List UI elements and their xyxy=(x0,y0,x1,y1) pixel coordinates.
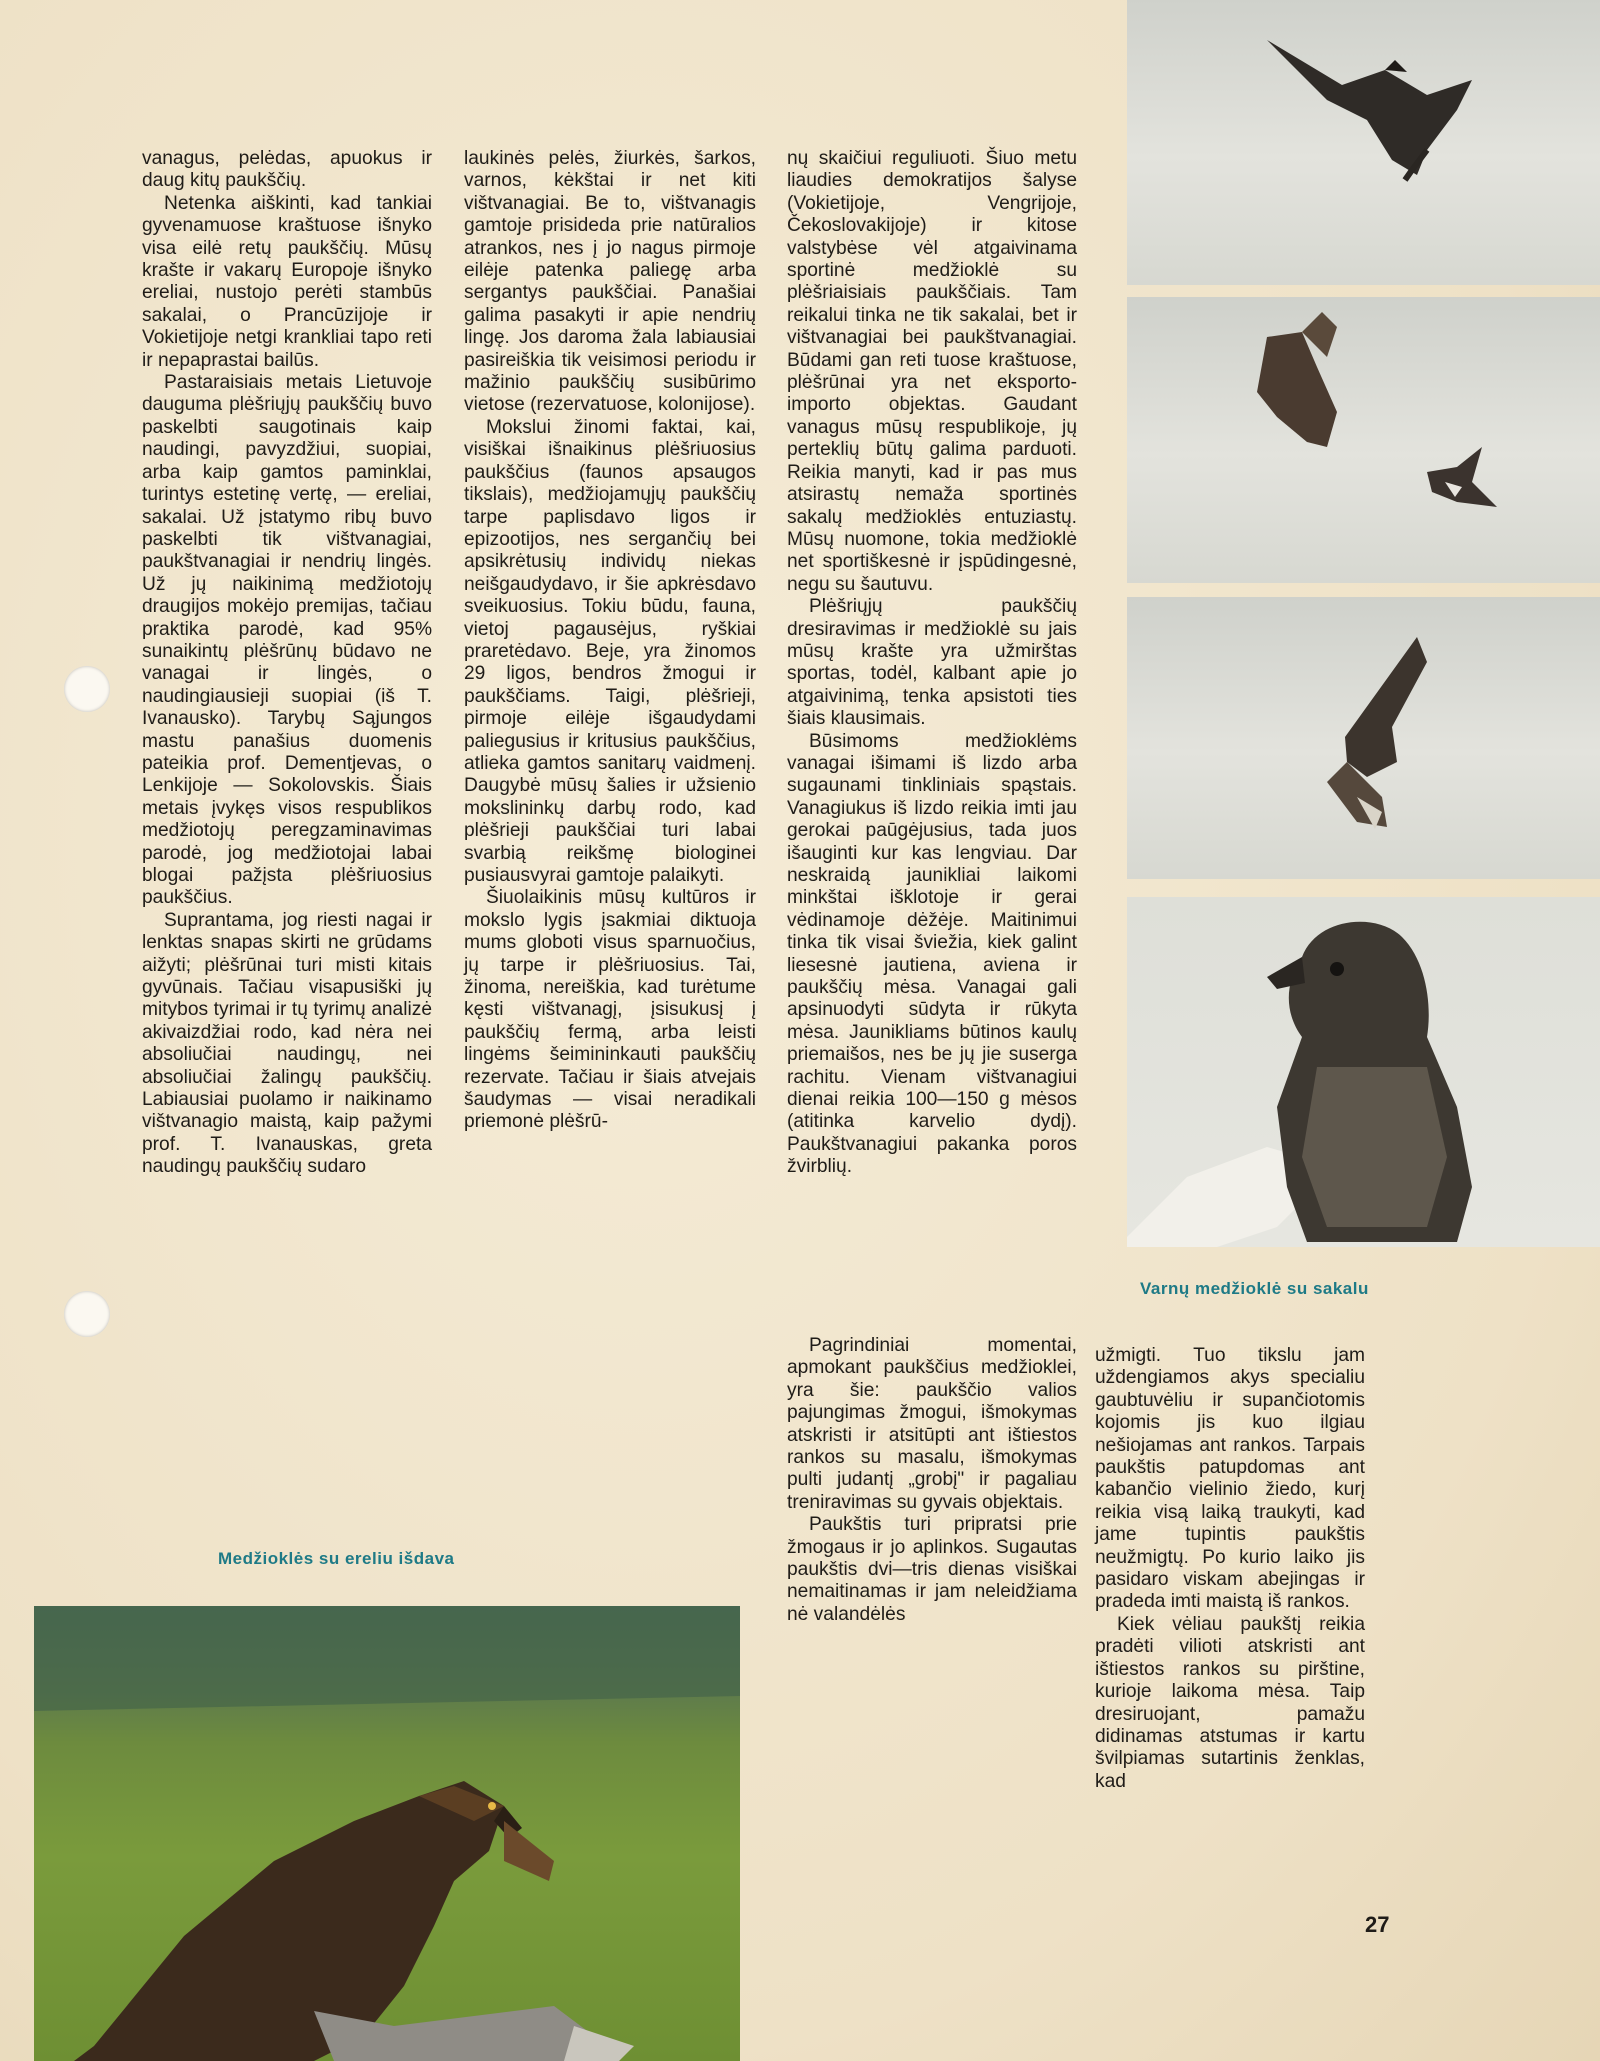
paragraph: nų skaičiui reguliuoti. Šiuo metu liaudies demokratijos šalyse (Vokietijoje, Vengrijoje, Čekoslovakijoje) ir kitose valstybėse vėl atgaivinama sportinė medžioklė su plėšriaisiais paukščiais. Tam reikalui tinka ne tik sakalai, bet ir vištvanagiai bei paukštvanagiai. Būdami gan reti tuose kraštuose, plėšrūnai yra net eksporto-importo objektas. Gaudant vanagus mūsų respublikoje, jų perteklių būtų galima parduoti. Reikia manyti, kad ir pas mus atsirastų nemaža sportinės sakalų medžioklės entuziastų. Mūsų nuomone, tokia medžioklė net sportiškesnė ir įspūdingesnė, negu su šautuvu. xyxy=(787,148,1077,595)
paragraph: Būsimoms medžioklėms vanagai išimami iš lizdo arba sugaunami tinkliniais spąstais. Vanagiukus iš lizdo reikia imti jau gerokai paūgėjusius, tada juos išauginti kur kas lengviau. Dar neskraidą jaunikliai laikomi minkštai išklotoje ir gerai vėdinamoje dėžėje. Maitinimui tinka tik visai šviežia, kiek galint liesesnė jautiena, aviena ir paukščių mėsa. Vanagai gali apsinuodyti sūdyta ir rūkyta mėsa. Jaunikliams būtinos kaulų priemaišos, nes be jų jie suserga rachitu. Vienam vištvanagiui dienai reikia 100—150 g mėsos (atitinka karvelio dydį). Paukštvanagiui pakanka poros žvirblių. xyxy=(787,730,1077,1178)
paragraph: laukinės pelės, žiurkės, šarkos, varnos, kėkštai ir net kiti vištvanagiai. Be to, vištvanagis gamtoje prisideda prie natūralios atrankos, nes į jo nagus pirmoje eilėje patenka paliegę arba sergantys paukščiai. Panašiai galima pasakyti ir apie nendrių lingę. Jos daroma žala labiausiai pasireiškia tik veisimosi periodu ir mažinio paukščių susibūrimo vietose (rezervatuose, kolonijose). xyxy=(464,148,756,416)
paragraph: Pastaraisiais metais Lietuvoje dauguma plėšriųjų paukščių buvo paskelbti saugotinais kaip naudingi, pavyzdžiui, suopiai, arba kaip gamtos paminklai, turintys estetinę vertę, — ereliai, sakalai. Už įstatymo ribų buvo paskelbti tik vištvanagiai, paukštvanagiai ir nendrių lingės. Už jų naikinimą medžiotojų draugijos mokėjo premijas, tačiau praktika parodė, kad 95% sunaikintų plėšrūnų būdavo ne vanagai ir lingės, o naudingiausieji suopiai (iš T. Ivanausko). Tarybų Sąjungos mastu panašius duomenis pateikia prof. Dementjevas, o Lenkijoje — Sokolovskis. Šiais metais įvykęs visos respublikos medžiotojų peregzaminavimas parodė, jog medžiotojai labai blogai pažįsta plėšriuosius paukščius. xyxy=(142,372,432,909)
text-column-2 xyxy=(464,148,756,1134)
falcon-portrait-photo xyxy=(1127,897,1600,1247)
paragraph: Mokslui žinomi faktai, kai, visiškai išnaikinus plėšriuosius paukščius (faunos apsaugos tikslais), medžiojamųjų paukščių tarpe paplisdavo ligos ir epizootijos, nes sergančių bei apsikrėtusių individų niekas neišgaudydavo, ir šie apkrėsdavo sveikuosius. Tokiu būdu, fauna, vietoj pagausėjus, ryškiai praretėdavo. Beje, yra žinomos 29 ligos, bendros žmogui ir paukščiams. Taigi, plėšrieji, pirmoje eilėje išgaudydami paliegusius ir kritusius paukščius, atlieka gamtos sanitarų vaidmenį. Daugybė mūsų šalies ir užsienio mokslininkų darbų rodo, kad plėšrieji paukščiai turi labai svarbią reikšmę biologinei pusiausvyrai gamtoje palaikyti. xyxy=(464,416,756,886)
paragraph: Suprantama, jog riesti nagai ir lenktas snapas skirti ne grūdams aižyti; plėšrūnai turi misti kitais gyvūnais. Tačiau visapusiški jų mitybos tyrimai ir tų tyrimų analizė akivaizdžiai rodo, kad nėra nei absoliučiai naudingų, nei absoliučiai žalingų paukščių. Labiausiai puolamo ir naikinamo vištvanagio maistą, kaip pažymi prof. T. Ivanauskas, greta naudingų paukščių sudaro xyxy=(142,909,432,1178)
paragraph: užmigti. Tuo tikslu jam uždengiamos akys specialiu gaubtuvėliu ir supančiotomis kojomis jis kuo ilgiau nešiojamas ant rankos. Tarpais paukštis patupdomas ant kabančio vielinio žiedo, kurį reikia visą laiką traukyti, kad jame tupintis paukštis neužmigtų. Po kurio laiko jis pasidaro viskam abejingas ir pradeda imti maistą iš rankos. xyxy=(1095,1345,1365,1613)
text-column-1 xyxy=(142,148,432,1179)
paragraph: Kiek vėliau paukštį reikia pradėti vilioti atskristi ant ištiestos rankos su pirštine, kurioje laikoma mėsa. Taip dresiruojant, pamažu didinamas atstumas ir kartu švilpiamas sutartinis ženklas, kad xyxy=(1095,1613,1365,1792)
paragraph: Plėšriųjų paukščių dresiravimas ir medžioklė su jais mūsų krašte yra užmirštas sportas, todėl, kalbant apie jo atgaivinimą, tenka apsistoti ties šiais klausimais. xyxy=(787,596,1077,730)
falcon-diving-icon xyxy=(1127,0,1600,285)
falcon-and-crow-icon xyxy=(1127,297,1600,583)
binder-hole xyxy=(64,1291,110,1337)
falcon-photo-3 xyxy=(1127,597,1600,879)
eagle-photo xyxy=(34,1606,740,2061)
caption-crow-hunting: Varnų medžioklė su sakalu xyxy=(1140,1279,1369,1298)
paragraph: Šiuolaikinis mūsų kultūros ir mokslo lygis įsakmiai diktuoja mums globoti visus sparnuočius, jų tarpe ir plėšriuosius. Tai, žinoma, nereiškia, kad turėtume kęsti vištvanagį, įsisukusį į paukščių fermą, arba leisti lingėms šeimininkauti paukščių rezervate. Tačiau ir šiais atvejais šaudymas — visai neradikali priemonė plėšrū- xyxy=(464,887,756,1133)
paragraph: vanagus, pelėdas, apuokus ir daug kitų paukščių. xyxy=(142,148,432,192)
text-column-4 xyxy=(1095,1345,1365,1793)
binder-hole xyxy=(64,666,110,712)
paragraph: Paukštis turi pripratsi prie žmogaus ir jo aplinkos. Sugautas paukštis dvi—tris dienas visiškai nemaitinamas ir jam neleidžiama nė valandėlės xyxy=(787,1514,1077,1625)
paragraph: Netenka aiškinti, kad tankiai gyvenamuose kraštuose išnyko visa eilė retų paukščių. Mūsų krašte ir vakarų Europoje išnyko ereliai, nustojo perėti stambūs sakalai, o Prancūzijoje ir Vokietijoje netgi krankliai tapo reti ir nepaprastai bailūs. xyxy=(142,192,432,371)
falcon-catching-crow-icon xyxy=(1127,597,1600,879)
caption-eagle-hunting: Medžioklės su ereliu išdava xyxy=(218,1549,455,1568)
eagle-with-prey-icon xyxy=(34,1606,740,2061)
text-column-3-lower xyxy=(787,1335,1077,1626)
falcon-portrait-icon xyxy=(1127,897,1600,1247)
text-column-3 xyxy=(787,148,1077,1179)
page-number: 27 xyxy=(1365,1912,1390,1937)
falcon-photo-1 xyxy=(1127,0,1600,285)
paragraph: Pagrindiniai momentai, apmokant paukščius medžioklei, yra šie: paukščio valios pajungimas žmogui, išmokymas atskristi ir atsitūpti ant ištiestos rankos su masalu, išmokymas pulti judantį „grobį" ir pagaliau treniravimas su gyvais objektais. xyxy=(787,1335,1077,1513)
falcon-photo-2 xyxy=(1127,297,1600,583)
